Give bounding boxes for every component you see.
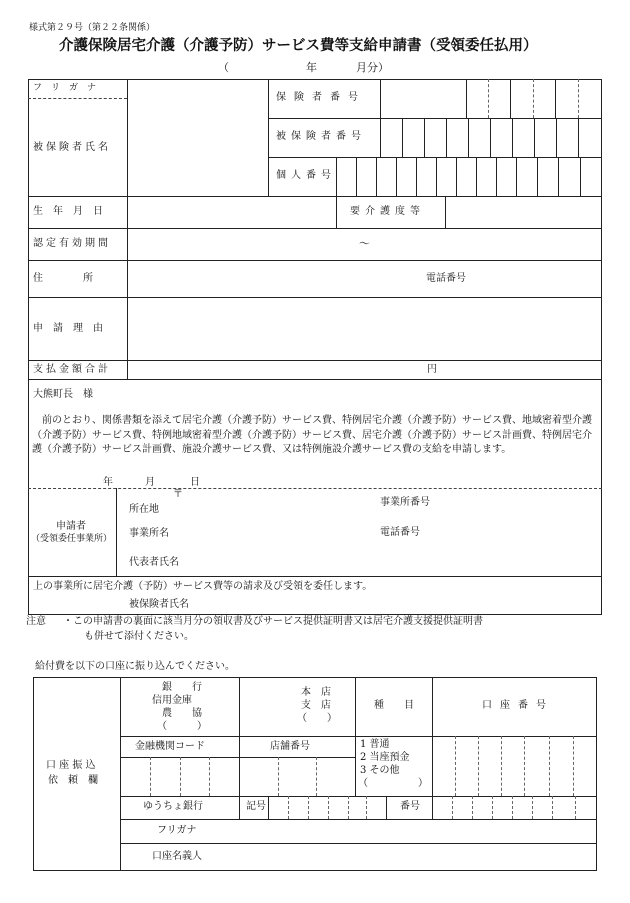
delegation-insured-name: 被保険者氏名	[129, 599, 189, 610]
phone-label: 電話番号	[426, 273, 466, 284]
birth-date-label: 生 年 月 日	[33, 206, 103, 217]
inst-type-shinkin: 信用金庫	[152, 695, 192, 706]
bank-section-label-1: 口 座 振 込	[46, 760, 96, 771]
period-year: 年	[306, 61, 317, 74]
account-type-label: 種 目	[374, 700, 414, 711]
branch-type-main: 本 店	[301, 687, 331, 698]
office-phone-label: 電話番号	[380, 527, 420, 538]
date-year: 年	[103, 477, 113, 488]
applicant-sub-label: （受領委任事業所）	[31, 534, 113, 544]
branch-type-sub: 支 店	[301, 700, 331, 711]
inst-paren: （ ）	[157, 721, 207, 732]
date-day: 日	[190, 477, 200, 488]
addressee: 大熊町長 様	[33, 389, 93, 400]
delegation-statement: 上の事業所に居宅介護（予防）サービス費等の請求及び受領を委任します。	[33, 581, 373, 592]
note-line-1: ・この申請書の裏面に該当月分の領収書及びサービス提供証明書又は居宅介護支援提供証明書	[63, 616, 483, 627]
inst-type-nokyo: 農 協	[162, 708, 202, 719]
account-option-2: 2 当座預金	[360, 752, 410, 763]
account-holder-label: 口座名義人	[152, 851, 202, 862]
inst-code-label: 金融機関コード	[135, 741, 205, 752]
office-name-label: 事業所名	[129, 528, 169, 539]
insurer-number-label: 保険者番号	[276, 92, 366, 103]
location-label: 所在地	[129, 504, 159, 515]
bank-furigana-label: フリガナ	[157, 825, 197, 836]
representative-label: 代表者氏名	[129, 557, 179, 568]
form-number: 様式第２９号（第２２条関係）	[29, 23, 156, 33]
account-option-1: 1 普通	[360, 739, 390, 750]
account-number-label: 口座番号	[482, 700, 554, 711]
period-month: 月分）	[356, 61, 389, 74]
period-open: （	[218, 61, 229, 74]
validity-tilde: ～	[359, 237, 370, 250]
validity-period-label: 認定有効期間	[33, 238, 111, 249]
insured-number-label: 被保険者番号	[276, 131, 366, 142]
postal-mark: 〒	[173, 489, 183, 500]
furigana-label: フ リ ガ ナ	[33, 83, 97, 93]
other-paren: （ ）	[358, 778, 428, 789]
form-title: 介護保険居宅介護（介護予防）サービス費等支給申請書（受領委任払用）	[59, 38, 538, 54]
bank-intro: 給付費を以下の口座に振り込んでください。	[35, 661, 235, 672]
office-number-label: 事業所番号	[380, 497, 430, 508]
note-line-2: も併せて添付ください。	[84, 631, 194, 642]
number-label: 番号	[400, 801, 420, 812]
yucho-label: ゆうちょ銀行	[143, 801, 203, 812]
applicant-label: 申請者	[56, 521, 86, 532]
declaration-body: 前のとおり、関係書類を添えて居宅介護（介護予防）サービス費、特例居宅介護（介護予防）サービス費、地域密着型介護（介護予防）サービス費、特例地域密着型介護（介護予防）サービス費、居宅介護（介護予防）サービス計画費、特例居宅介護（介護予防）サービス計画費、施設介護サービス費、又は特例施設介護サービス費の支給を申請します。	[32, 415, 592, 455]
individual-number-label: 個人番号	[276, 170, 336, 181]
care-level-label: 要介護度等	[350, 206, 425, 217]
address-label: 住 所	[33, 273, 93, 284]
total-payment-label: 支払金額合計	[33, 364, 111, 375]
branch-paren: （ ）	[297, 713, 337, 724]
account-option-3: 3 その他	[360, 765, 400, 776]
branch-code-label: 店舗番号	[270, 741, 310, 752]
reason-label: 申 請 理 由	[33, 323, 103, 334]
bank-section-label-2: 依 頼 欄	[48, 775, 98, 786]
note-label: 注意	[26, 616, 46, 627]
insured-name-label: 被保険者氏名	[33, 142, 111, 153]
date-month: 月	[145, 477, 155, 488]
yen-unit: 円	[427, 364, 437, 375]
symbol-label: 記号	[246, 801, 266, 812]
inst-type-bank: 銀 行	[162, 682, 202, 693]
